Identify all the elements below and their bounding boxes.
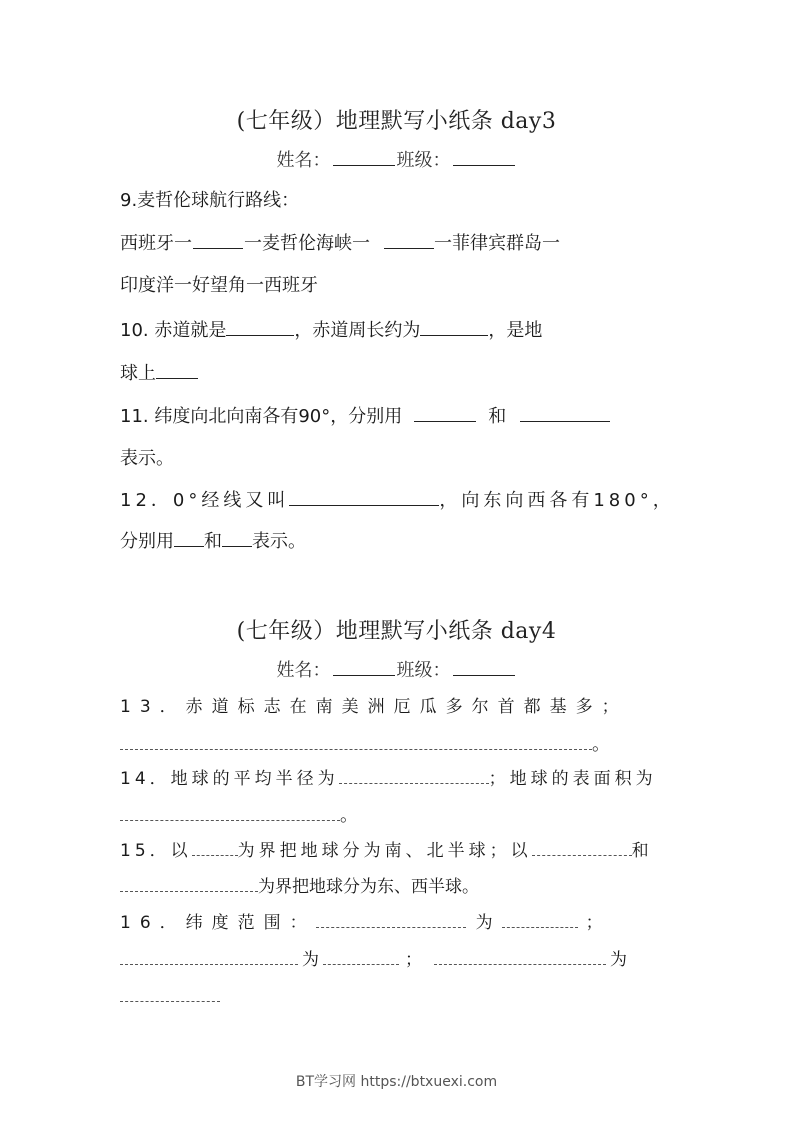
q11-blank-2[interactable] <box>520 403 610 422</box>
footer-watermark: BT学习网 https://btxuexi.com <box>295 1074 498 1090</box>
q12-text-c: 分别用 <box>120 531 174 552</box>
q16-blank-6[interactable] <box>120 983 220 1002</box>
class-label: 班级： <box>396 150 451 171</box>
question-16-line-2 <box>120 945 627 970</box>
q11-text-a: 11. 纬度向北向南各有90°，分别用 <box>120 406 403 427</box>
q11-text-b: 和 <box>488 406 507 427</box>
q14-blank-2[interactable] <box>120 802 340 821</box>
q16-blank-3[interactable] <box>120 946 298 965</box>
question-12-line-1 <box>120 486 675 512</box>
q15-text-d: 为界把地球分为东、西半球。 <box>258 877 479 897</box>
q9-text-a: 西班牙一 <box>120 233 192 254</box>
q10-blank-3[interactable] <box>156 360 198 379</box>
question-9-heading: 9.麦哲伦球航行路线： <box>120 190 300 211</box>
q12-text-d: 和 <box>204 531 222 552</box>
q15-text-b: 为界把地球分为南、北半球；以 <box>237 841 532 861</box>
question-9-line-2: 印度洋一好望角一西班牙 <box>120 275 318 296</box>
q12-text-a: 12．0°经线又叫 <box>120 490 290 511</box>
question-12-line-2 <box>120 527 306 553</box>
question-13-line-1: 13．赤道标志在南美洲厄瓜多尔首都基多； <box>120 697 628 717</box>
question-11-line-2: 表示。 <box>120 448 174 469</box>
question-10-line-2 <box>120 359 198 385</box>
q12-blank-1[interactable] <box>289 487 439 506</box>
question-13-line-2 <box>120 730 610 756</box>
q15-text-c: 和 <box>631 841 653 861</box>
q15-text-a: 15．以 <box>120 841 192 861</box>
question-15-line-2 <box>120 872 479 897</box>
question-16-line-3 <box>120 983 220 1007</box>
q16-blank-1[interactable] <box>316 909 466 928</box>
q16-text-b: 为 <box>475 913 502 933</box>
q16-text-e: ； <box>405 950 422 970</box>
q10-text-b: ，赤道周长约为 <box>294 320 421 341</box>
q15-blank-2[interactable] <box>532 837 632 856</box>
q16-text-c: ； <box>585 913 612 933</box>
q12-text-b: ，向东向西各有180°， <box>439 490 675 511</box>
q16-text-d: 为 <box>302 950 319 970</box>
q16-blank-2[interactable] <box>502 909 578 928</box>
name-blank[interactable] <box>333 149 395 166</box>
q16-blank-4[interactable] <box>323 946 399 965</box>
question-11-line-1 <box>120 402 610 428</box>
q12-text-e: 表示。 <box>252 531 306 552</box>
class-label: 班级： <box>396 660 451 681</box>
q9-text-b: 一麦哲伦海峡一 <box>244 233 370 254</box>
q14-text-c: 。 <box>340 805 358 826</box>
class-blank[interactable] <box>453 659 515 676</box>
q9-blank-2[interactable] <box>384 230 434 249</box>
q10-text-c: ，是地 <box>488 320 543 341</box>
name-class-line-day3 <box>0 146 793 172</box>
q11-blank-1[interactable] <box>414 403 476 422</box>
q16-text-f: 为 <box>610 950 627 970</box>
class-blank[interactable] <box>453 149 515 166</box>
q12-blank-3[interactable] <box>222 528 252 547</box>
q14-text-a: 14．地球的平均半径为 <box>120 769 339 789</box>
q10-text-d: 球上 <box>120 363 156 384</box>
question-10-line-1 <box>120 316 542 342</box>
q13-text-b: 。 <box>592 734 610 755</box>
q14-blank-1[interactable] <box>339 765 489 784</box>
q9-blank-1[interactable] <box>193 230 243 249</box>
q15-blank-3[interactable] <box>120 873 258 892</box>
q10-text-a: 10. 赤道就是 <box>120 320 227 341</box>
q10-blank-2[interactable] <box>420 317 488 336</box>
question-14-line-1 <box>120 764 657 789</box>
name-label: 姓名： <box>276 660 331 681</box>
q14-text-b: ；地球的表面积为 <box>488 769 657 789</box>
name-label: 姓名： <box>276 150 331 171</box>
question-16-line-1 <box>120 908 612 933</box>
q10-blank-1[interactable] <box>226 317 294 336</box>
section-title-day4: (七年级）地理默写小纸条 day4 <box>236 619 557 644</box>
q15-blank-1[interactable] <box>192 837 238 856</box>
q16-blank-5[interactable] <box>434 946 606 965</box>
question-9-line-1 <box>120 229 560 255</box>
name-blank[interactable] <box>333 659 395 676</box>
section-title-day3: (七年级）地理默写小纸条 day3 <box>236 109 557 134</box>
q13-blank-1[interactable] <box>120 731 592 750</box>
question-15-line-1 <box>120 836 653 861</box>
q16-text-a: 16．纬度范围： <box>120 913 316 933</box>
question-14-line-2 <box>120 801 358 827</box>
name-class-line-day4 <box>0 656 793 682</box>
q9-text-c: 一菲律宾群岛一 <box>434 233 560 254</box>
q12-blank-2[interactable] <box>174 528 204 547</box>
